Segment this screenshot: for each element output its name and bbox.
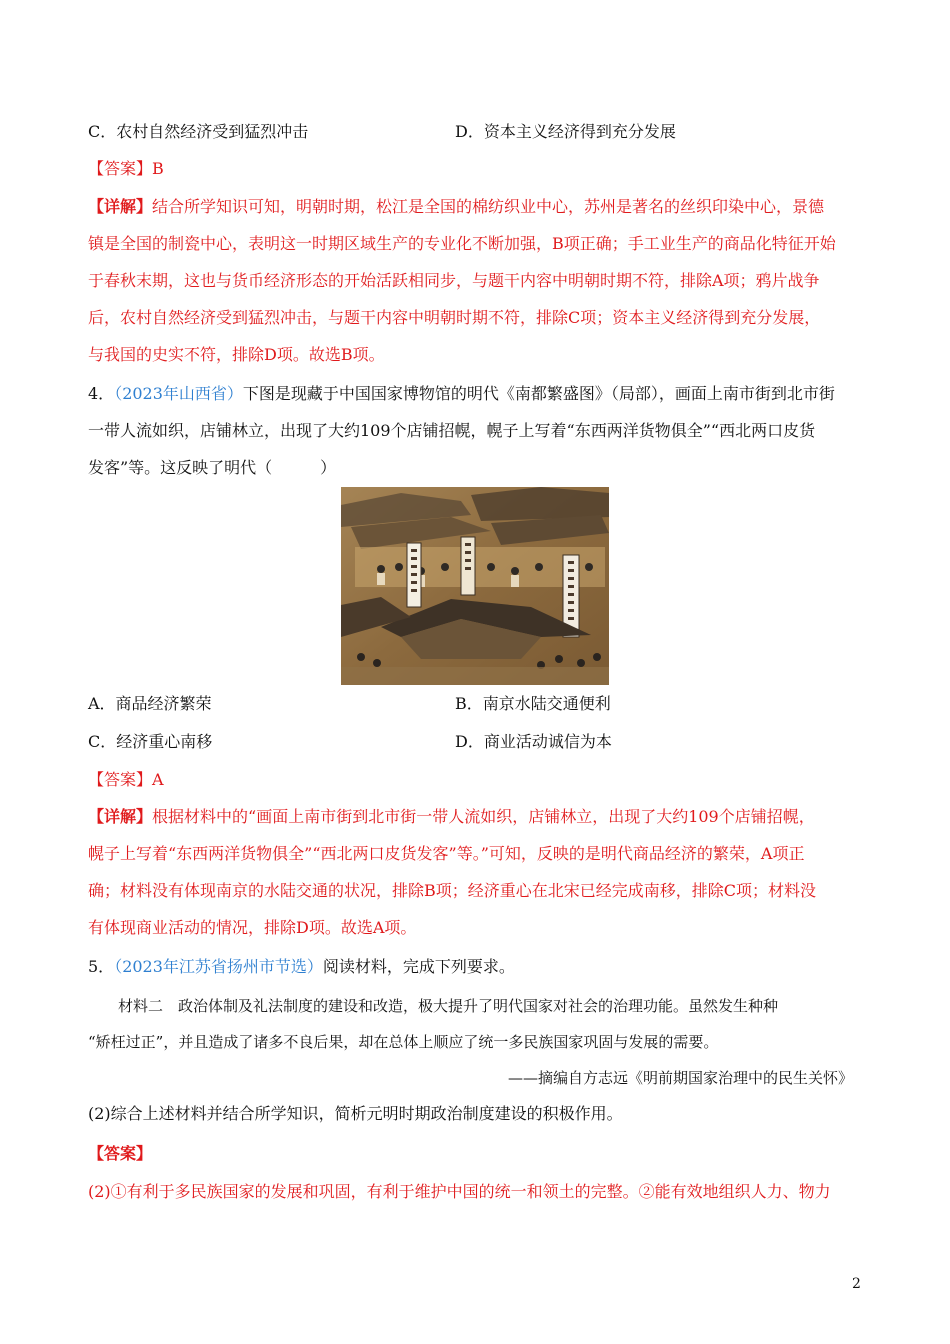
q3-detail-line-1: 【详解】结合所学知识可知，明朝时期，松江是全国的棉纺织业中心，苏州是著名的丝织印染中心，景德 bbox=[88, 197, 825, 216]
q5-answer-line: (2)①有利于多民族国家的发展和巩固，有利于维护中国的统一和领土的完整。②能有效地组织人力、物力 bbox=[88, 1182, 831, 1201]
q4-detail-line-2: 幌子上写着“东西两洋货物俱全”“西北两口皮货发客”等。”可知，反映的是明代商品经济的繁荣，A项正 bbox=[88, 844, 805, 863]
q4-option-a: A．商品经济繁荣 bbox=[88, 694, 212, 713]
q4-stem-line-3: 发客”等。这反映了明代（ ） bbox=[88, 458, 337, 477]
q3-detail-line-4: 后，农村自然经济受到猛烈冲击，与题干内容中明朝时期不符，排除C项；资本主义经济得到充分发展， bbox=[88, 308, 821, 327]
q3-detail-line-5: 与我国的史实不符，排除D项。故选B项。 bbox=[88, 345, 385, 364]
q5-stem: 5．（2023年江苏省扬州市节选）阅读材料，完成下列要求。 bbox=[88, 957, 515, 976]
q4-detail-line-1: 【详解】根据材料中的“画面上南市街到北市街一带人流如织，店铺林立，出现了大约109个店铺招幌， bbox=[88, 807, 815, 826]
q4-stem-line-2: 一带人流如织，店铺林立，出现了大约109个店铺招幌，幌子上写着“东西两洋货物俱全”“西北两口皮货 bbox=[88, 421, 816, 440]
q4-detail-line-4: 有体现商业活动的情况，排除D项。故选A项。 bbox=[88, 918, 417, 937]
q5-answer: 【答案】 bbox=[88, 1144, 153, 1163]
q4-option-b: B．南京水陆交通便利 bbox=[455, 694, 611, 713]
q4-detail-line-3: 确；材料没有体现南京的水陆交通的状况，排除B项；经济重心在北宋已经完成南移，排除C项；材料没 bbox=[88, 881, 817, 900]
q5-material-line-2: “矫枉过正”，并且造成了诸多不良后果，却在总体上顺应了统一多民族国家巩固与发展的需要。 bbox=[88, 1033, 719, 1051]
detail-tag: 【详解】 bbox=[88, 807, 153, 826]
q4-option-d: D．商业活动诚信为本 bbox=[455, 732, 612, 751]
q3-option-d: D．资本主义经济得到充分发展 bbox=[455, 122, 676, 141]
q5-question: (2)综合上述材料并结合所学知识，简析元明时期政治制度建设的积极作用。 bbox=[88, 1104, 623, 1123]
q4-stem-line-1: 4．（2023年山西省）下图是现藏于中国国家博物馆的明代《南都繁盛图》（局部），画面上南市街到北市街 bbox=[88, 384, 835, 403]
q3-detail-line-2: 镇是全国的制瓷中心，表明这一时期区域生产的专业化不断加强，B项正确；手工业生产的商品化特征开始 bbox=[88, 234, 836, 253]
page-number: 2 bbox=[852, 1276, 861, 1292]
q3-option-c: C．农村自然经济受到猛烈冲击 bbox=[88, 122, 309, 141]
q3-detail-line-3: 于春秋末期，这也与货币经济形态的开始活跃相同步，与题干内容中明朝时期不符，排除A项；鸦片战争 bbox=[88, 271, 820, 290]
q4-answer: 【答案】A bbox=[88, 770, 164, 789]
detail-tag: 【详解】 bbox=[88, 197, 153, 216]
q5-source: （2023年江苏省扬州市节选） bbox=[114, 957, 323, 976]
q5-citation: ——摘编自方志远《明前期国家治理中的民生关怀》 bbox=[508, 1069, 854, 1087]
q5-material-line-1: 材料二 政治体制及礼法制度的建设和改造，极大提升了明代国家对社会的治理功能。虽然发生种种 bbox=[118, 997, 779, 1015]
painting-figure bbox=[341, 487, 609, 685]
q4-option-c: C．经济重心南移 bbox=[88, 732, 213, 751]
q3-answer: 【答案】B bbox=[88, 159, 164, 178]
q4-source: （2023年山西省） bbox=[114, 384, 243, 403]
